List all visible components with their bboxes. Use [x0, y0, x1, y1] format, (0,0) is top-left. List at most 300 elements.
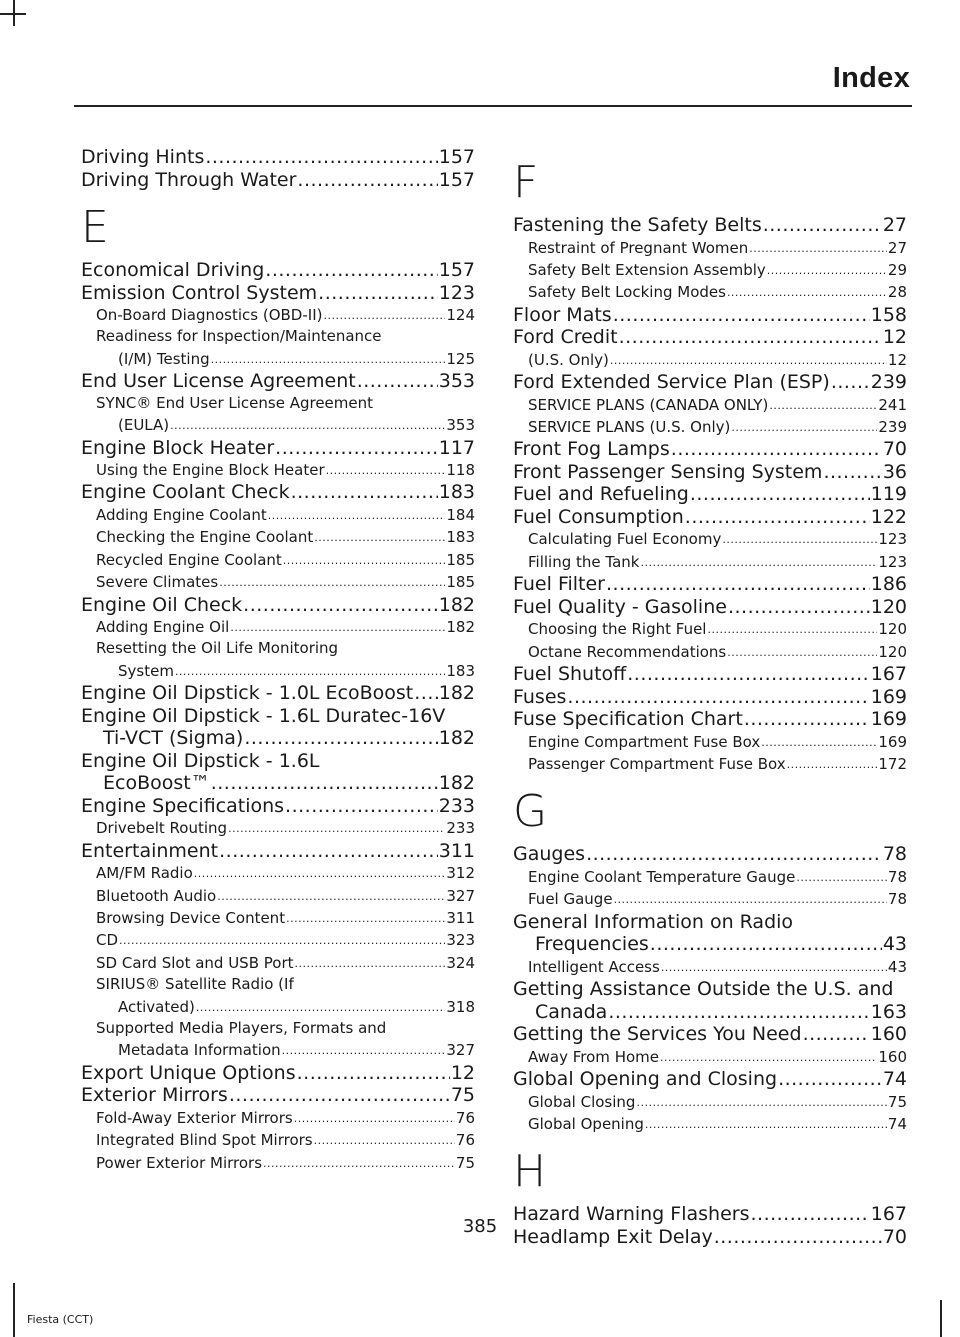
index-page-ref: 120 [878, 620, 907, 639]
index-subentry [513, 866, 907, 888]
index-subentry [81, 929, 475, 951]
index-entry [513, 438, 907, 461]
dot-leader [636, 1091, 886, 1113]
index-entry [513, 483, 907, 506]
index-subentry [513, 349, 907, 371]
dot-leader [567, 686, 869, 709]
dot-leader [219, 571, 445, 593]
index-entry [513, 326, 907, 349]
index-page-ref: 169 [870, 685, 907, 708]
index-entry-text: Safety Belt Locking Modes [528, 283, 726, 302]
dot-leader [219, 840, 438, 863]
index-entry-text: SYNC® End User License Agreement [96, 393, 374, 412]
index-entry-text: Canada [535, 1000, 608, 1023]
index-page-ref: 241 [878, 395, 907, 414]
index-subentry [513, 753, 907, 775]
dot-leader [722, 528, 877, 550]
index-page-ref: 123 [438, 281, 475, 304]
index-page-ref: 167 [870, 1203, 907, 1226]
index-entry-text: Fold-Away Exterior Mirrors [96, 1108, 293, 1127]
index-page-ref: 239 [878, 418, 907, 437]
index-page-ref: 120 [878, 642, 907, 661]
index-page-ref: 75 [450, 1084, 475, 1107]
index-page-ref: 182 [438, 727, 475, 750]
index-entry [81, 1084, 475, 1107]
index-entry-text: Driving Through Water [81, 168, 297, 191]
dot-leader [640, 551, 877, 573]
index-column-left [81, 146, 475, 1174]
index-page-ref: 36 [882, 460, 907, 483]
index-page-ref: 123 [878, 530, 907, 549]
index-entry-text: Economical Driving [81, 259, 265, 281]
index-entry-text: AM/FM Radio [96, 864, 193, 883]
dot-leader [228, 817, 445, 839]
dot-leader [196, 996, 446, 1018]
index-entry-text: Fuel Gauge [528, 890, 613, 909]
index-entry [513, 978, 907, 1023]
crop-mark-bottom-right-v [940, 1300, 942, 1337]
index-entry-text: SD Card Slot and USB Port [96, 953, 294, 972]
index-entry-text: Front Passenger Sensing System [513, 460, 823, 483]
index-entry-text: Global Closing [528, 1092, 636, 1111]
index-subentry [513, 237, 907, 259]
index-subentry [513, 888, 907, 910]
index-subentry [81, 907, 475, 929]
dot-leader [769, 394, 877, 416]
index-page-ref: 70 [882, 1225, 907, 1248]
index-page-ref: 323 [446, 931, 475, 950]
page-number: 385 [462, 1216, 498, 1237]
index-page-ref: 75 [455, 1153, 475, 1172]
index-page-ref: 312 [446, 864, 475, 883]
dot-leader [295, 952, 446, 974]
index-entry [513, 506, 907, 529]
dot-leader [170, 414, 445, 436]
dot-leader [613, 304, 870, 327]
page-title: Index [832, 62, 910, 94]
index-entry-text: Engine Specifications [81, 794, 285, 817]
index-entry-text: (U.S. Only) [528, 350, 609, 369]
index-page-ref: 311 [438, 839, 475, 862]
index-entry-text: Engine Coolant Check [81, 481, 290, 504]
index-subentry [513, 528, 907, 550]
index-subentry [81, 638, 475, 682]
index-entry [81, 169, 475, 192]
index-subentry [81, 1018, 475, 1062]
index-section-letter: F [513, 157, 539, 208]
index-entry [513, 1068, 907, 1091]
dot-leader [211, 772, 438, 795]
index-page-ref: 70 [882, 438, 907, 461]
dot-leader [671, 438, 882, 461]
index-entry-text: Fuses [513, 685, 567, 708]
index-entry-text: Engine Oil Dipstick - 1.6L Duratec-16V [81, 704, 446, 727]
index-entry-text: SERVICE PLANS (CANADA ONLY) [528, 395, 769, 414]
dot-leader [314, 1129, 455, 1151]
index-page-ref: 183 [446, 661, 475, 680]
index-entry [81, 705, 475, 750]
index-page-ref: 233 [446, 819, 475, 838]
index-subentry [513, 551, 907, 573]
dot-leader [230, 616, 445, 638]
index-page-ref: 123 [878, 552, 907, 571]
index-entry-text: End User License Agreement [81, 370, 356, 393]
index-entry [81, 1062, 475, 1085]
index-section-letter: H [513, 1146, 547, 1198]
dot-leader [744, 708, 870, 731]
index-page-ref: 169 [878, 732, 907, 751]
index-entry-text: Front Fog Lamps [513, 438, 670, 461]
index-entry [81, 437, 475, 460]
index-subentry [81, 616, 475, 638]
index-page-ref: 172 [878, 754, 907, 773]
index-subentry [81, 1152, 475, 1174]
dot-leader [796, 866, 887, 888]
dot-leader [586, 843, 882, 866]
dot-leader [268, 504, 446, 526]
index-entry-text: Adding Engine Oil [96, 618, 230, 637]
dot-leader [283, 549, 446, 571]
index-page-ref: 12 [887, 350, 907, 369]
index-entry-text: Global Opening [528, 1114, 644, 1133]
index-entry-text: Calculating Fuel Economy [528, 530, 722, 549]
index-page-ref: 120 [870, 595, 907, 618]
index-subentry [81, 504, 475, 526]
index-entry-text: Exterior Mirrors [81, 1084, 228, 1107]
index-page-ref: 27 [882, 214, 907, 236]
index-entry [513, 911, 907, 956]
index-page-ref: 186 [870, 573, 907, 596]
index-entry-text: Engine Compartment Fuse Box [528, 732, 761, 751]
dot-leader [211, 348, 446, 370]
index-page-ref: 185 [446, 573, 475, 592]
index-page-ref: 78 [882, 843, 907, 866]
index-subentry [81, 952, 475, 974]
dot-leader [217, 885, 445, 907]
index-subentry [513, 956, 907, 978]
dot-leader [314, 526, 445, 548]
index-page-ref: 78 [887, 890, 907, 909]
index-entry-text: CD [96, 931, 119, 950]
index-subentry [81, 1129, 475, 1151]
dot-leader [414, 682, 437, 705]
index-entry-text: Driving Hints [81, 146, 205, 168]
index-entry-text: Filling the Tank [528, 552, 640, 571]
index-entry-text: Fuse Specification Chart [513, 708, 743, 731]
index-entry [81, 481, 475, 504]
index-page-ref: 43 [887, 957, 907, 976]
index-subentry [513, 394, 907, 416]
dot-leader [323, 304, 445, 326]
index-entry-text: Fuel Shutoff [513, 663, 627, 686]
index-page-ref: 12 [882, 326, 907, 349]
dot-leader [275, 437, 438, 460]
index-entry-text: Hazard Warning Flashers [513, 1203, 750, 1226]
dot-leader [727, 641, 877, 663]
index-entry-text: Engine Oil Check [81, 593, 243, 616]
dot-leader [731, 416, 877, 438]
index-entry-text: Ford Credit [513, 326, 618, 349]
index-section-letter: G [513, 786, 548, 838]
index-subentry [513, 641, 907, 663]
index-entry-text: Engine Oil Dipstick - 1.0L EcoBoost [81, 682, 414, 705]
index-entry [81, 594, 475, 617]
index-entry-text: SERVICE PLANS (U.S. Only) [528, 418, 731, 437]
index-page-ref: 184 [446, 505, 475, 524]
index-page-ref: 27 [887, 238, 907, 257]
dot-leader [761, 731, 877, 753]
dot-leader [297, 169, 437, 192]
index-entry [513, 371, 907, 394]
dot-leader [619, 326, 882, 349]
index-page-ref: 74 [887, 1114, 907, 1133]
index-entry-text: Emission Control System [81, 281, 318, 304]
index-page-ref: 117 [438, 436, 475, 459]
index-page-ref: 182 [438, 593, 475, 616]
index-entry [81, 750, 475, 795]
dot-leader [831, 371, 870, 394]
index-entry [513, 304, 907, 327]
index-entry [513, 843, 907, 866]
dot-leader [685, 506, 870, 529]
index-entry-text: Global Opening and Closing [513, 1068, 778, 1090]
index-subentry [513, 259, 907, 281]
index-entry [513, 214, 907, 237]
index-page-ref: 324 [446, 953, 475, 972]
header-rule [74, 105, 912, 107]
dot-leader [728, 596, 870, 619]
index-page-ref: 122 [870, 505, 907, 528]
index-entry-text: Fuel Consumption [513, 505, 684, 528]
index-entry-text: On-Board Diagnostics (OBD-II) [96, 306, 323, 324]
index-page-ref: 183 [438, 481, 475, 504]
index-subentry [81, 817, 475, 839]
index-entry-text: Readiness for Inspection/Maintenance [96, 327, 382, 346]
dot-leader [690, 483, 870, 506]
index-page-ref: 160 [878, 1047, 907, 1066]
index-entry [81, 282, 475, 305]
index-subentry [513, 1046, 907, 1068]
index-entry-text: (EULA) [118, 416, 170, 435]
dot-leader [119, 929, 445, 951]
index-entry [513, 461, 907, 484]
index-entry [81, 370, 475, 393]
index-entry-text: Engine Coolant Temperature Gauge [528, 867, 796, 886]
dot-leader [787, 753, 878, 775]
index-page-ref: 311 [446, 909, 475, 927]
index-entry-text: Using the Engine Block Heater [96, 461, 325, 480]
dot-leader [610, 349, 887, 371]
index-page-ref: 29 [887, 260, 907, 279]
index-subentry [513, 731, 907, 753]
dot-leader [803, 1023, 870, 1046]
index-entry-text: Metadata Information [118, 1041, 281, 1060]
index-entry-text: Away From Home [528, 1047, 659, 1066]
index-entry-text: Ti-VCT (Sigma) [103, 727, 244, 750]
index-subentry [81, 459, 475, 481]
index-entry-text: Resetting the Oil Life Monitoring [96, 639, 339, 658]
index-entry-text: Getting Assistance Outside the U.S. and [513, 978, 894, 1001]
dot-leader [229, 1084, 450, 1107]
index-page-ref: 157 [438, 146, 475, 168]
index-page-ref: 182 [438, 682, 475, 705]
index-entry [81, 840, 475, 863]
index-entry [513, 573, 907, 596]
index-column-right [513, 146, 907, 1248]
dot-leader [608, 1001, 869, 1024]
dot-leader [294, 1107, 455, 1129]
dot-leader [205, 146, 437, 169]
index-entry-text: SIRIUS® Satellite Radio (If [96, 975, 294, 994]
index-entry-text: Gauges [513, 843, 586, 866]
index-page-ref: 169 [870, 708, 907, 731]
index-entry-text: Drivebelt Routing [96, 819, 228, 838]
index-entry-text: Frequencies [535, 933, 649, 956]
dot-leader [286, 907, 445, 929]
index-page-ref: 43 [882, 933, 907, 956]
dot-leader [291, 481, 438, 504]
dot-leader [244, 727, 437, 750]
index-subentry [513, 618, 907, 640]
index-subentry [81, 549, 475, 571]
index-subentry [81, 1107, 475, 1129]
index-entry [81, 146, 475, 169]
index-entry-text: Restraint of Pregnant Women [528, 238, 749, 257]
index-entry-text: Engine Block Heater [81, 436, 275, 459]
dot-leader [357, 370, 438, 393]
dot-leader [318, 282, 438, 305]
index-page-ref: 160 [870, 1023, 907, 1046]
index-entry-text: Adding Engine Coolant [96, 505, 267, 524]
index-page-ref: 119 [870, 483, 907, 506]
index-entry-text: Fastening the Safety Belts [513, 214, 762, 236]
crop-mark-top-left-h [0, 13, 26, 15]
index-section-letter: E [81, 202, 109, 253]
index-page-ref: 353 [446, 416, 475, 435]
index-entry [81, 795, 475, 818]
index-page-ref: 157 [438, 259, 475, 281]
index-subentry [81, 304, 475, 326]
index-entry [81, 682, 475, 705]
dot-leader [749, 237, 887, 259]
dot-leader [243, 594, 438, 617]
dot-leader [282, 1039, 446, 1061]
index-page-ref: 158 [870, 303, 907, 326]
index-entry-text: Power Exterior Mirrors [96, 1153, 263, 1172]
index-entry [81, 259, 475, 282]
index-page-ref: 74 [882, 1068, 907, 1090]
index-subentry [81, 326, 475, 370]
index-page-ref: 76 [455, 1131, 475, 1150]
dot-leader [778, 1068, 882, 1091]
index-entry-text: (I/M) Testing [118, 349, 210, 368]
index-entry-text: Passenger Compartment Fuse Box [528, 754, 786, 773]
index-entry-text: Entertainment [81, 839, 219, 862]
index-subentry [81, 526, 475, 548]
index-entry-text: Headlamp Exit Delay [513, 1225, 713, 1248]
index-entry-text: Fuel Quality - Gasoline [513, 595, 727, 618]
dot-leader [265, 259, 437, 282]
index-page-ref: 318 [446, 997, 475, 1016]
dot-leader [263, 1152, 455, 1174]
index-page-ref: 76 [455, 1108, 475, 1127]
dot-leader [297, 1062, 450, 1085]
index-page-ref: 239 [870, 371, 907, 394]
index-entry-text: EcoBoost™ [103, 772, 210, 795]
index-page-ref: 78 [887, 867, 907, 886]
dot-leader [614, 888, 887, 910]
footer-model: Fiesta (CCT) [27, 1313, 94, 1326]
dot-leader [326, 459, 446, 481]
dot-leader [645, 1113, 887, 1135]
dot-leader [650, 933, 882, 956]
index-entry-text: Octane Recommendations [528, 642, 727, 661]
index-entry-text: Bluetooth Audio [96, 886, 217, 905]
index-page-ref: 124 [446, 306, 475, 324]
index-entry-text: Engine Oil Dipstick - 1.6L [81, 749, 320, 772]
dot-leader [727, 281, 887, 303]
dot-leader [627, 663, 869, 686]
dot-leader [823, 461, 881, 484]
index-page-ref: 163 [870, 1000, 907, 1023]
index-subentry [513, 416, 907, 438]
index-subentry [513, 1113, 907, 1135]
index-page-ref: 167 [870, 663, 907, 686]
index-entry-text: Recycled Engine Coolant [96, 550, 282, 569]
index-entry [513, 663, 907, 686]
dot-leader [661, 956, 887, 978]
index-subentry [513, 281, 907, 303]
index-entry [513, 596, 907, 619]
index-page-ref: 182 [446, 618, 475, 637]
dot-leader [175, 660, 445, 682]
index-page-ref: 353 [438, 370, 475, 393]
index-entry-text: Browsing Device Content [96, 909, 286, 927]
index-page-ref: 183 [446, 528, 475, 547]
index-entry-text: Checking the Engine Coolant [96, 528, 314, 547]
index-page-ref: 185 [446, 550, 475, 569]
dot-leader [707, 618, 877, 640]
index-page-ref: 327 [446, 1041, 475, 1060]
index-entry-text: System [118, 661, 174, 680]
index-entry-text: Intelligent Access [528, 957, 660, 976]
dot-leader [606, 573, 870, 596]
index-page-ref: 157 [438, 168, 475, 191]
dot-leader [660, 1046, 877, 1068]
index-entry [513, 686, 907, 709]
index-entry-text: Export Unique Options [81, 1061, 296, 1084]
index-page-ref: 75 [887, 1092, 907, 1111]
index-entry-text: Fuel and Refueling [513, 483, 689, 506]
index-entry-text: Integrated Blind Spot Mirrors [96, 1131, 313, 1150]
index-page-ref: 182 [438, 772, 475, 795]
index-entry [513, 708, 907, 731]
index-entry-text: Safety Belt Extension Assembly [528, 260, 766, 279]
index-entry [513, 1023, 907, 1046]
index-entry-text: Fuel Filter [513, 573, 605, 596]
index-page-ref: 327 [446, 886, 475, 905]
dot-leader [767, 259, 887, 281]
index-subentry [81, 393, 475, 437]
index-entry-text: Supported Media Players, Formats and [96, 1019, 387, 1038]
index-entry-text: General Information on Radio [513, 910, 794, 933]
index-page-ref: 233 [438, 794, 475, 817]
index-subentry [513, 1091, 907, 1113]
index-page-ref: 28 [887, 283, 907, 302]
index-subentry [81, 862, 475, 884]
index-subentry [81, 974, 475, 1018]
index-subentry [81, 885, 475, 907]
